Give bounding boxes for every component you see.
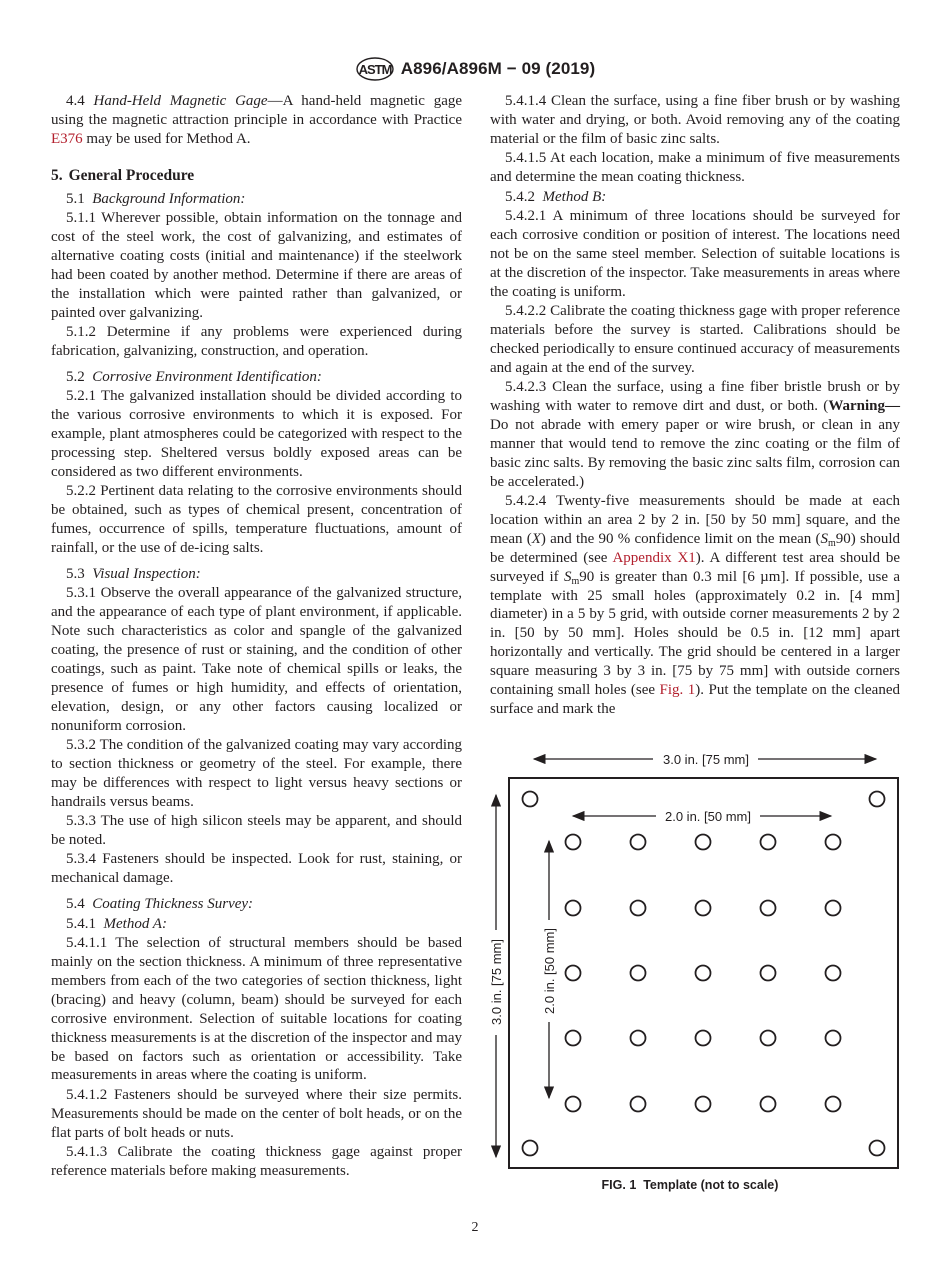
paragraph-text: Clean the surface, using a fine fiber brush or by washing with water and drying, or both. Avoid removing any of the coating material or the film of basic zinc salts. [490,93,900,147]
paragraph-text: 90 is greater than 0.3 mil [6 µm]. If possible, use a template with 25 small holes (approximately 0.2 in. [4 mm] diameter) in a 5 by 5 grid, with outside corner measurements 2 by 2 in. [50 by 50 mm]. Holes should be 0.5 in. [12 mm] apart horizontally and vertically. The grid should be centered in a larger square measuring 3 by 3 in. [75 by 75 mm] with outside corners containing small holes (see [490,568,901,699]
paragraph-number: 5.4.2.1 [505,207,547,224]
paragraph-text: Pertinent data relating to the corrosive environments should be obtained, such as types of chemical present, concentration of fumes, occurrence of spills, temperature fluctuations, amount of rainfall, or the use of de-icing salts. [51,483,462,556]
paragraph-5-4-1-1 [51,934,462,1085]
astm-logo-icon [355,56,395,82]
inner-width-label: 2.0 in. [50 mm] [665,809,751,824]
paragraph-4-4 [51,92,462,149]
paragraph-number: 5.4.1.5 [505,150,547,167]
page-number: 2 [471,1220,479,1235]
outer-height-dimension [489,795,504,1157]
paragraph-number: 5.4.1.1 [66,935,108,952]
paragraph-number: 5.3 [66,565,85,582]
link-fig-1[interactable]: Fig. 1 [659,682,696,699]
paragraph-number: 5.2.2 [66,483,96,500]
inner-width-dimension [573,809,831,824]
outer-width-label: 3.0 in. [75 mm] [663,752,749,767]
paragraph-title: Method A: [103,915,167,932]
variable-x: X [531,530,541,547]
corner-hole [870,1141,885,1156]
corner-holes [523,792,885,1156]
inner-height-dimension [542,841,557,1098]
paragraph-text: Fasteners should be surveyed where their size permits. Measurements should be made on the center of bolt heads, or on the flat parts of bolt heads or nuts. [51,1086,462,1141]
paragraph-number: 5.1.1 [66,210,96,227]
section-number: 5. [51,166,63,184]
variable-subscript: m [571,575,580,587]
paragraph-5-3-3 [51,812,462,850]
warning-label: Warning— [828,398,900,414]
paragraph-title: Method B: [542,188,607,205]
figure-1-template-diagram [488,745,908,1205]
paragraph-text: 90) should be determined (see [490,530,900,566]
paragraph-text: Calibrate the coating thickness gage against proper reference materials before making measurements. [51,1144,462,1179]
paragraph-text: Wherever possible, obtain information on the tonnage and cost of the steel work, the cost of galvanizing, and estimates of alternative coating costs (initial and maintenance) if the steelwork had been coated by another method. Determine if there are areas of the installation which were painted rather than galvanized, or painted over galvanizing. [51,210,462,321]
paragraph-text: Observe the overall appearance of the galvanized structure, and the appearance of each type of plant environment, if applicable. Note such characteristics as color and spangle of the galvanized coating, the presence of rust or staining, and the condition of other coatings, such as paint. Take note of chemical spills or leaks, the presence of fumes or high humidity, and effects of orientation, elevation, design, or any other factors causing localized or nonuniform corrosion. [51,585,462,734]
standard-designation: A896/A896M − 09 (2019) [400,59,596,78]
paragraph-number: 5.4.2 [505,188,535,205]
paragraph-number: 5.3.3 [66,813,96,830]
paragraph-title: Background Information: [92,190,246,207]
paragraph-5-4-1 [51,915,462,934]
paragraph-number: 5.4.2.4 [505,493,547,510]
paragraph-5-4-1-5 [490,149,900,187]
paragraph-5-2-1 [51,387,462,482]
paragraph-text: ) and the 90 % confidence limit on the mean ( [540,530,821,547]
paragraph-text: The selection of structural members should be based mainly on the section thickness. A minimum of three representative members from each of the two categories of section thickness, light (bracing) and heavy (column, beam) should be surveyed for each corrosive environment. Selection of suitable locations for coating thickness measurements is at the discretion of the inspector and may be based on factors such as orientation or accessibility. Take measurements in areas where the coating is uniform. [51,935,463,1084]
paragraph-text: The condition of the galvanized coating may vary according to section thickness or geometry of the steel. For example, there may be differences with respect to light versus heavy sections or handrails versus beams. [51,737,462,810]
paragraph-5-4-2-3 [490,378,900,491]
paragraph-5-3-4 [51,850,462,888]
paragraph-number: 5.1 [66,190,85,207]
paragraph-text: Determine if any problems were experienced during fabrication, galvanizing, construction, and operation. [51,323,462,359]
paragraph-5-1 [51,190,462,209]
paragraph-text: The galvanized installation should be divided according to the various corrosive environments to which it is exposed. For example, plant atmospheres could be categorized with respect to the processing step. Sheltered versus boldly exposed areas can be considered as two different environments. [51,388,462,480]
paragraph-title: Hand-Held Magnetic Gage [93,93,268,109]
paragraph-text: A minimum of three locations should be surveyed for each corrosive condition or position of interest. The locations need not be on the same steel member. Selection of suitable locations is at the discretion of the inspector. Take measurements in areas where the coating is uniform. [490,207,900,300]
paragraph-number: 5.3.2 [66,737,96,753]
paragraph-text: The use of high silicon steels may be apparent, and should be noted. [51,813,462,849]
svg-text:ASTM: ASTM [358,62,392,77]
paragraph-5-3-1 [51,584,462,735]
left-column [51,92,462,1181]
paragraph-5-3 [51,565,462,584]
paragraph-5-4-1-3 [51,1143,462,1181]
page-header [0,56,950,82]
link-e376[interactable]: E376 [51,130,83,147]
paragraph-text: Clean the surface, using a fine fiber bristle brush or by washing with water to remove dirt and dust, or both. ( [490,379,900,414]
paragraph-5-4-2-4 [490,492,900,719]
variable-s: S [820,530,828,547]
paragraph-5-1-1 [51,209,462,322]
paragraph-text: ). A different test area should be surveyed if [490,549,901,585]
paragraph-text: may be used for Method A. [82,130,251,147]
paragraph-5-4-2-2 [490,302,900,378]
inner-height-label: 2.0 in. [50 mm] [542,928,557,1014]
paragraph-text: Do not abrade with emery paper or wire brush, or clean in any manner that would tend to remove the zinc coating or the film of basic zinc salts. By removing the basic zinc salts film, corrosion can be accelerated.) [490,416,900,490]
outer-height-label: 3.0 in. [75 mm] [489,939,504,1025]
section-heading-5 [51,167,462,186]
paragraph-text: Calibrate the coating thickness gage with proper reference materials before the survey is started. Calibrations should be checked periodically to ensure continued accuracy of measurements and again at the end of the survey. [490,302,901,376]
paragraph-number: 5.4 [66,896,85,913]
paragraph-text: ). Put the template on the cleaned surface and mark the [490,682,900,717]
outer-width-dimension [534,752,876,767]
corner-hole [523,792,538,807]
grid-holes [566,835,841,1112]
section-title: General Procedure [68,166,195,184]
variable-s: S [563,568,572,585]
paragraph-5-4 [51,895,462,914]
link-appendix-x1[interactable]: Appendix X1 [612,549,696,566]
paragraph-number: 5.2.1 [66,388,96,405]
paragraph-5-4-1-4 [490,92,900,149]
paragraph-number: 5.4.2.2 [505,302,547,319]
paragraph-number: 5.1.2 [66,323,96,340]
variable-subscript: m [827,537,836,549]
paragraph-title: Visual Inspection: [92,565,201,582]
paragraph-5-4-2-1 [490,207,900,302]
paragraph-5-2 [51,368,462,387]
paragraph-text: Twenty-five measurements should be made at each location within an area 2 by 2 in. [50 by 50 mm] square, and the mean ( [490,493,900,547]
paragraph-number: 5.2 [66,368,85,385]
paragraph-title: Coating Thickness Survey: [92,896,254,913]
paragraph-text: At each location, make a minimum of five measurements and determine the mean coating thickness. [490,150,900,186]
figure-caption: FIG. 1 Template (not to scale) [601,1178,779,1192]
paragraph-5-3-2 [51,736,462,812]
paragraph-text: Fasteners should be inspected. Look for rust, staining, or mechanical damage. [51,851,463,887]
paragraph-text: —A hand-held magnetic gage using the magnetic attraction principle in accordance with Practice [51,93,463,128]
paragraph-number: 5.3.1 [66,585,96,602]
corner-hole [523,1141,538,1156]
paragraph-number: 5.4.1.3 [66,1144,108,1161]
paragraph-5-4-1-2 [51,1086,462,1143]
paragraph-number: 5.3.4 [66,851,96,868]
right-column [490,92,900,719]
paragraph-5-4-2 [490,188,900,207]
paragraph-number: 5.4.1 [66,915,96,932]
paragraph-5-1-2 [51,323,462,361]
paragraph-5-2-2 [51,482,462,558]
paragraph-number: 5.4.1.2 [66,1086,108,1103]
corner-hole [870,792,885,807]
paragraph-number: 5.4.2.3 [505,379,547,396]
paragraph-number: 4.4 [66,93,85,109]
paragraph-title: Corrosive Environment Identification: [92,368,322,385]
paragraph-number: 5.4.1.4 [505,93,547,109]
